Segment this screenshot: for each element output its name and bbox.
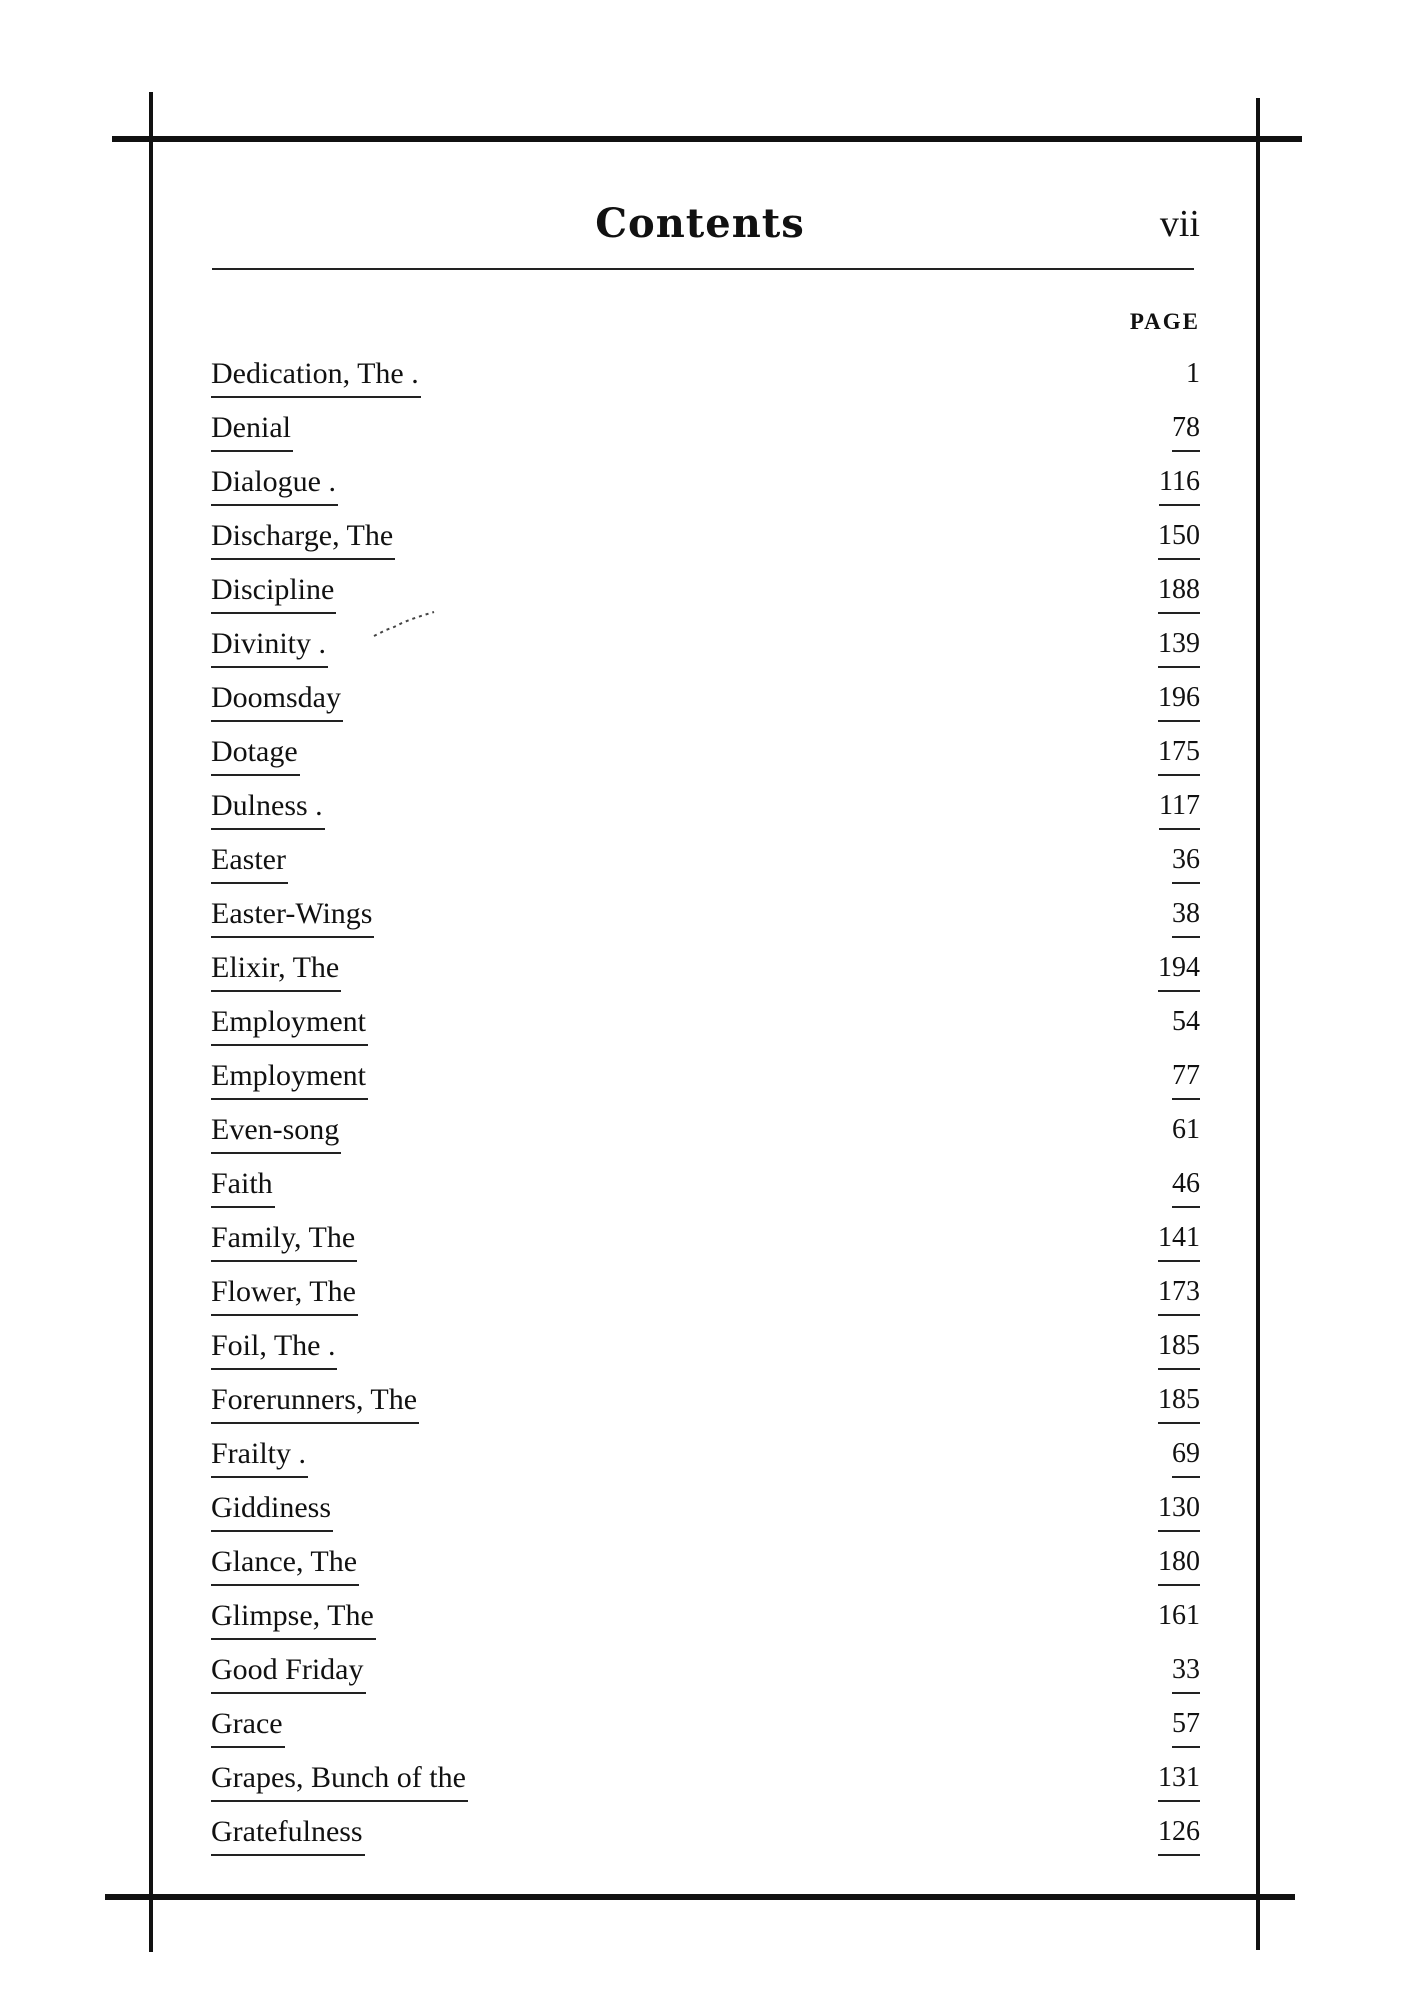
entry-title: Family, The [211,1216,357,1262]
contents-entry[interactable] [0,730,1404,784]
entry-page: 36 [1172,838,1200,884]
contents-entry[interactable] [0,1702,1404,1756]
frame-bottom-rule [105,1894,1295,1900]
contents-entry[interactable] [0,568,1404,622]
entry-page: 38 [1172,892,1200,938]
contents-entry[interactable] [0,1594,1404,1648]
contents-entry[interactable] [0,1108,1404,1162]
contents-entry[interactable] [0,622,1404,676]
entry-title: Glance, The [211,1540,359,1586]
contents-entry[interactable] [0,1648,1404,1702]
entry-title: Dulness . [211,784,325,830]
entry-title: Easter-Wings [211,892,374,938]
entry-title: Gratefulness [211,1810,365,1856]
contents-entry[interactable] [0,1324,1404,1378]
contents-entry[interactable] [0,1162,1404,1216]
entry-page: 175 [1158,730,1200,776]
entry-page: 161 [1158,1600,1200,1631]
entry-page: 188 [1158,568,1200,614]
entry-title: Easter [211,838,288,884]
entry-title: Discharge, The [211,514,395,560]
page-title: Contents [595,200,805,247]
entry-page: 196 [1158,676,1200,722]
contents-entry[interactable] [0,946,1404,1000]
contents-entry[interactable] [0,1756,1404,1810]
entry-page: 54 [1172,1006,1200,1037]
entry-title: Divinity . [211,622,328,668]
entry-page: 131 [1158,1756,1200,1802]
contents-entry[interactable] [0,1216,1404,1270]
contents-entry[interactable] [0,1486,1404,1540]
entry-title: Frailty . [211,1432,308,1478]
entry-page: 173 [1158,1270,1200,1316]
contents-entry[interactable] [0,352,1404,406]
contents-entry[interactable] [0,1000,1404,1054]
entry-title: Glimpse, The [211,1594,376,1640]
entry-title: Giddiness [211,1486,333,1532]
entry-title: Doomsday [211,676,343,722]
entry-page: 61 [1172,1114,1200,1145]
entry-title: Grace [211,1702,285,1748]
contents-entry[interactable] [0,784,1404,838]
entry-page: 185 [1158,1324,1200,1370]
entry-page: 116 [1159,460,1200,506]
contents-entry[interactable] [0,1378,1404,1432]
entry-page: 33 [1172,1648,1200,1694]
page-column-label: PAGE [1129,309,1200,334]
entry-title: Dialogue . [211,460,338,506]
entry-title: Flower, The [211,1270,358,1316]
contents-entry[interactable] [0,1054,1404,1108]
entry-page: 117 [1159,784,1200,830]
entry-page: 1 [1186,358,1200,389]
entry-title: Good Friday [211,1648,366,1694]
entry-title: Dotage [211,730,300,776]
entry-title: Forerunners, The [211,1378,419,1424]
contents-entry[interactable] [0,892,1404,946]
page-number: vii [1159,203,1200,245]
entry-page: 77 [1172,1054,1200,1100]
contents-entry[interactable] [0,1432,1404,1486]
entry-page: 150 [1158,514,1200,560]
entry-title: Employment [211,1054,368,1100]
entry-page: 180 [1158,1540,1200,1586]
contents-entry[interactable] [0,460,1404,514]
entry-title: Elixir, The [211,946,341,992]
entry-page: 141 [1158,1216,1200,1262]
contents-entry[interactable] [0,1540,1404,1594]
contents-entry[interactable] [0,1810,1404,1864]
contents-entry[interactable] [0,676,1404,730]
entry-title: Denial [211,406,293,452]
header-divider [212,268,1194,270]
entry-title: Even-song [211,1108,341,1154]
contents-entry[interactable] [0,406,1404,460]
entry-page: 46 [1172,1162,1200,1208]
entry-page: 185 [1158,1378,1200,1424]
entry-title: Discipline [211,568,336,614]
entry-page: 69 [1172,1432,1200,1478]
contents-entry[interactable] [0,1270,1404,1324]
entry-title: Employment [211,1000,368,1046]
entry-page: 57 [1172,1702,1200,1748]
entry-title: Faith [211,1162,275,1208]
entry-title: Grapes, Bunch of the [211,1756,468,1802]
contents-entry[interactable] [0,838,1404,892]
entry-page: 126 [1158,1810,1200,1856]
entry-page: 78 [1172,406,1200,452]
entry-page: 130 [1158,1486,1200,1532]
contents-entry[interactable] [0,514,1404,568]
ink-smudge-mark [372,610,442,640]
entry-title: Dedication, The . [211,352,421,398]
entry-page: 194 [1158,946,1200,992]
entry-page: 139 [1158,622,1200,668]
frame-top-rule [112,136,1302,142]
entry-title: Foil, The . [211,1324,337,1370]
